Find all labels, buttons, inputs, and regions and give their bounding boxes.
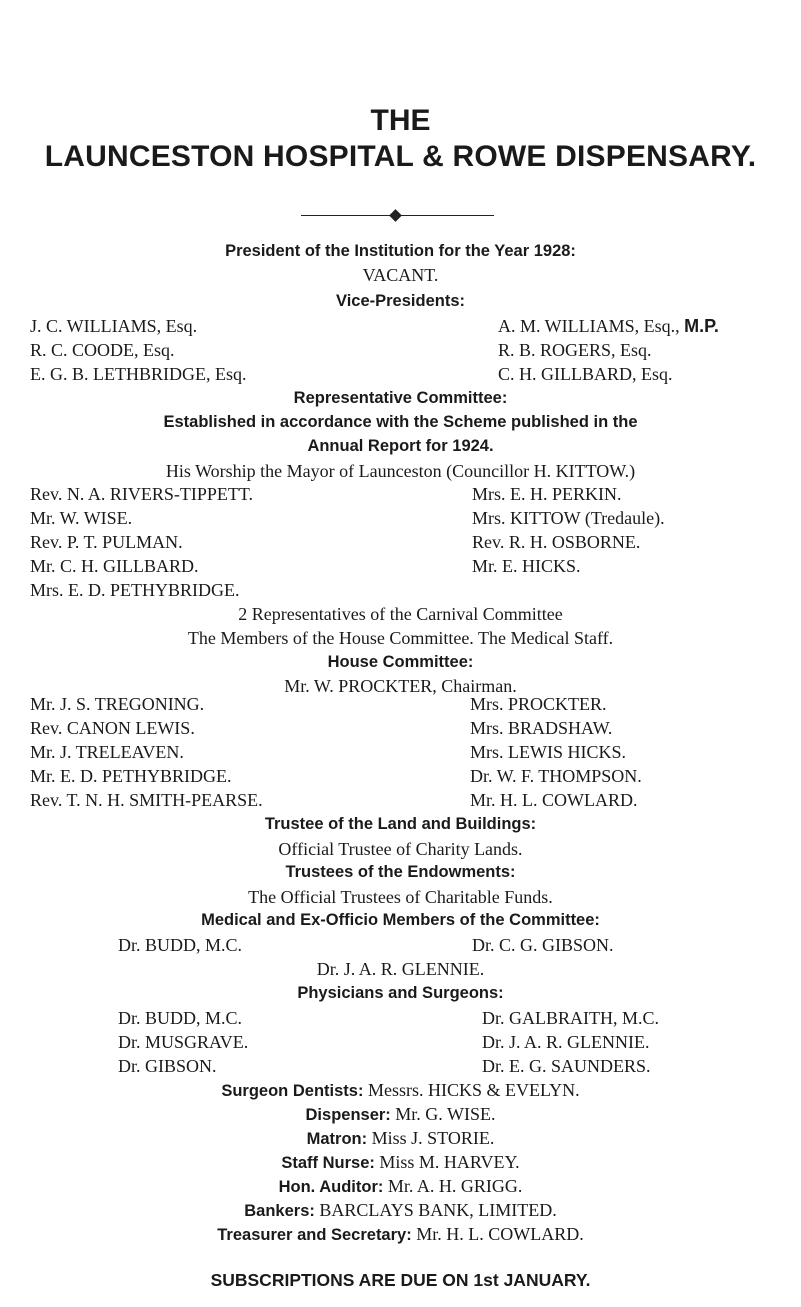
president-value: VACANT. [362,265,439,285]
dispenser-label: Dispenser: [305,1106,391,1124]
treasurer-value: Mr. H. L. COWLARD. [411,1224,584,1244]
subscriptions-notice: SUBSCRIPTIONS ARE DUE ON 1st JANUARY. [210,1270,591,1290]
house-committee-left-1: Mr. J. S. TREGONING. [30,694,205,714]
house-committee-heading: House Committee: [327,653,474,671]
rep-committee-left-3: Rev. P. T. PULMAN. [30,532,183,552]
diamond-ornament-icon [389,209,402,222]
physician-right-3: Dr. E. G. SAUNDERS. [482,1056,651,1076]
vice-president-left-3: E. G. B. LETHBRIDGE, Esq. [30,364,247,384]
vice-presidents-heading: Vice-Presidents: [335,292,465,310]
matron-value: Miss J. STORIE. [367,1128,495,1148]
trustees-endowments-heading: Trustees of the Endowments: [285,863,516,881]
bankers-value: BARCLAYS BANK, LIMITED. [314,1200,557,1220]
president-heading: President of the Institution for the Year 1928: [225,242,576,260]
page-title: LAUNCESTON HOSPITAL & ROWE DISPENSARY. [44,140,757,173]
house-committee-left-3: Mr. J. TRELEAVEN. [30,742,184,762]
treasurer-label: Treasurer and Secretary: [217,1226,412,1244]
surgeon-dentists-label: Surgeon Dentists: [221,1082,364,1100]
bankers-line [0,1200,801,1221]
mayor-line: His Worship the Mayor of Launceston (Councillor H. KITTOW.) [165,461,636,481]
auditor-value: Mr. A. H. GRIGG. [383,1176,523,1196]
vice-president-right-2: R. B. ROGERS, Esq. [498,340,652,360]
house-committee-right-2: Mrs. BRADSHAW. [470,718,613,738]
house-committee-left-2: Rev. CANON LEWIS. [30,718,195,738]
trustee-land-value: Official Trustee of Charity Lands. [278,839,523,859]
rep-committee-right-3: Rev. R. H. OSBORNE. [472,532,641,552]
surgeon-dentists-value: Messrs. HICKS & EVELYN. [363,1080,580,1100]
representative-committee-line-2: Annual Report for 1924. [307,437,494,455]
vice-president-left-1: J. C. WILLIAMS, Esq. [30,316,198,336]
rep-committee-right-4: Mr. E. HICKS. [472,556,581,576]
staff-nurse-value: Miss M. HARVEY. [374,1152,520,1172]
rep-committee-left-4: Mr. C. H. GILLBARD. [30,556,199,576]
medical-members-right: Dr. C. G. GIBSON. [472,935,614,955]
house-committee-right-1: Mrs. PROCKTER. [470,694,607,714]
house-committee-right-3: Mrs. LEWIS HICKS. [470,742,626,762]
staff-nurse-label: Staff Nurse: [281,1154,375,1172]
vice-president-right-1-name: A. M. WILLIAMS, Esq., [498,316,685,336]
rep-committee-right-2: Mrs. KITTOW (Tredaule). [472,508,665,528]
trustees-endowments-value: The Official Trustees of Charitable Funds. [248,887,553,907]
carnival-line: 2 Representatives of the Carnival Committee [238,604,563,624]
staff-nurse-line [0,1152,801,1173]
physician-left-3: Dr. GIBSON. [118,1056,217,1076]
physician-right-1: Dr. GALBRAITH, M.C. [482,1008,660,1028]
auditor-line [0,1176,801,1197]
medical-members-heading: Medical and Ex-Officio Members of the Committee: [201,911,600,929]
auditor-label: Hon. Auditor: [278,1178,384,1196]
matron-line [0,1128,801,1149]
bankers-label: Bankers: [244,1202,315,1220]
house-committee-chairman: Mr. W. PROCKTER, Chairman. [284,676,517,696]
rep-committee-right-1: Mrs. E. H. PERKIN. [472,484,622,504]
mp-suffix: M.P. [684,316,719,336]
house-committee-left-4: Mr. E. D. PETHYBRIDGE. [30,766,232,786]
house-committee-right-5: Mr. H. L. COWLARD. [470,790,638,810]
vice-president-right-3: C. H. GILLBARD, Esq. [498,364,673,384]
header-the: THE [370,104,431,137]
trustee-land-heading: Trustee of the Land and Buildings: [264,815,537,833]
vice-president-right-1 [498,316,719,337]
house-committee-right-4: Dr. W. F. THOMPSON. [470,766,642,786]
rep-committee-left-5: Mrs. E. D. PETHYBRIDGE. [30,580,240,600]
representative-committee-line-1: Established in accordance with the Scheme published in the [163,413,638,431]
house-committee-left-5: Rev. T. N. H. SMITH-PEARSE. [30,790,263,810]
vice-president-left-2: R. C. COODE, Esq. [30,340,175,360]
representative-committee-heading: Representative Committee: [293,389,508,407]
matron-label: Matron: [306,1130,368,1148]
medical-members-center: Dr. J. A. R. GLENNIE. [316,959,485,979]
medical-members-left: Dr. BUDD, M.C. [118,935,243,955]
physician-left-1: Dr. BUDD, M.C. [118,1008,243,1028]
physicians-heading: Physicians and Surgeons: [297,984,504,1002]
physician-right-2: Dr. J. A. R. GLENNIE. [482,1032,650,1052]
members-line: The Members of the House Committee. The Medical Staff. [187,628,614,648]
rep-committee-left-2: Mr. W. WISE. [30,508,133,528]
physician-left-2: Dr. MUSGRAVE. [118,1032,249,1052]
dispenser-value: Mr. G. WISE. [390,1104,496,1124]
surgeon-dentists-line [0,1080,801,1101]
rep-committee-left-1: Rev. N. A. RIVERS-TIPPETT. [30,484,253,504]
dispenser-line [0,1104,801,1125]
treasurer-line [0,1224,801,1245]
